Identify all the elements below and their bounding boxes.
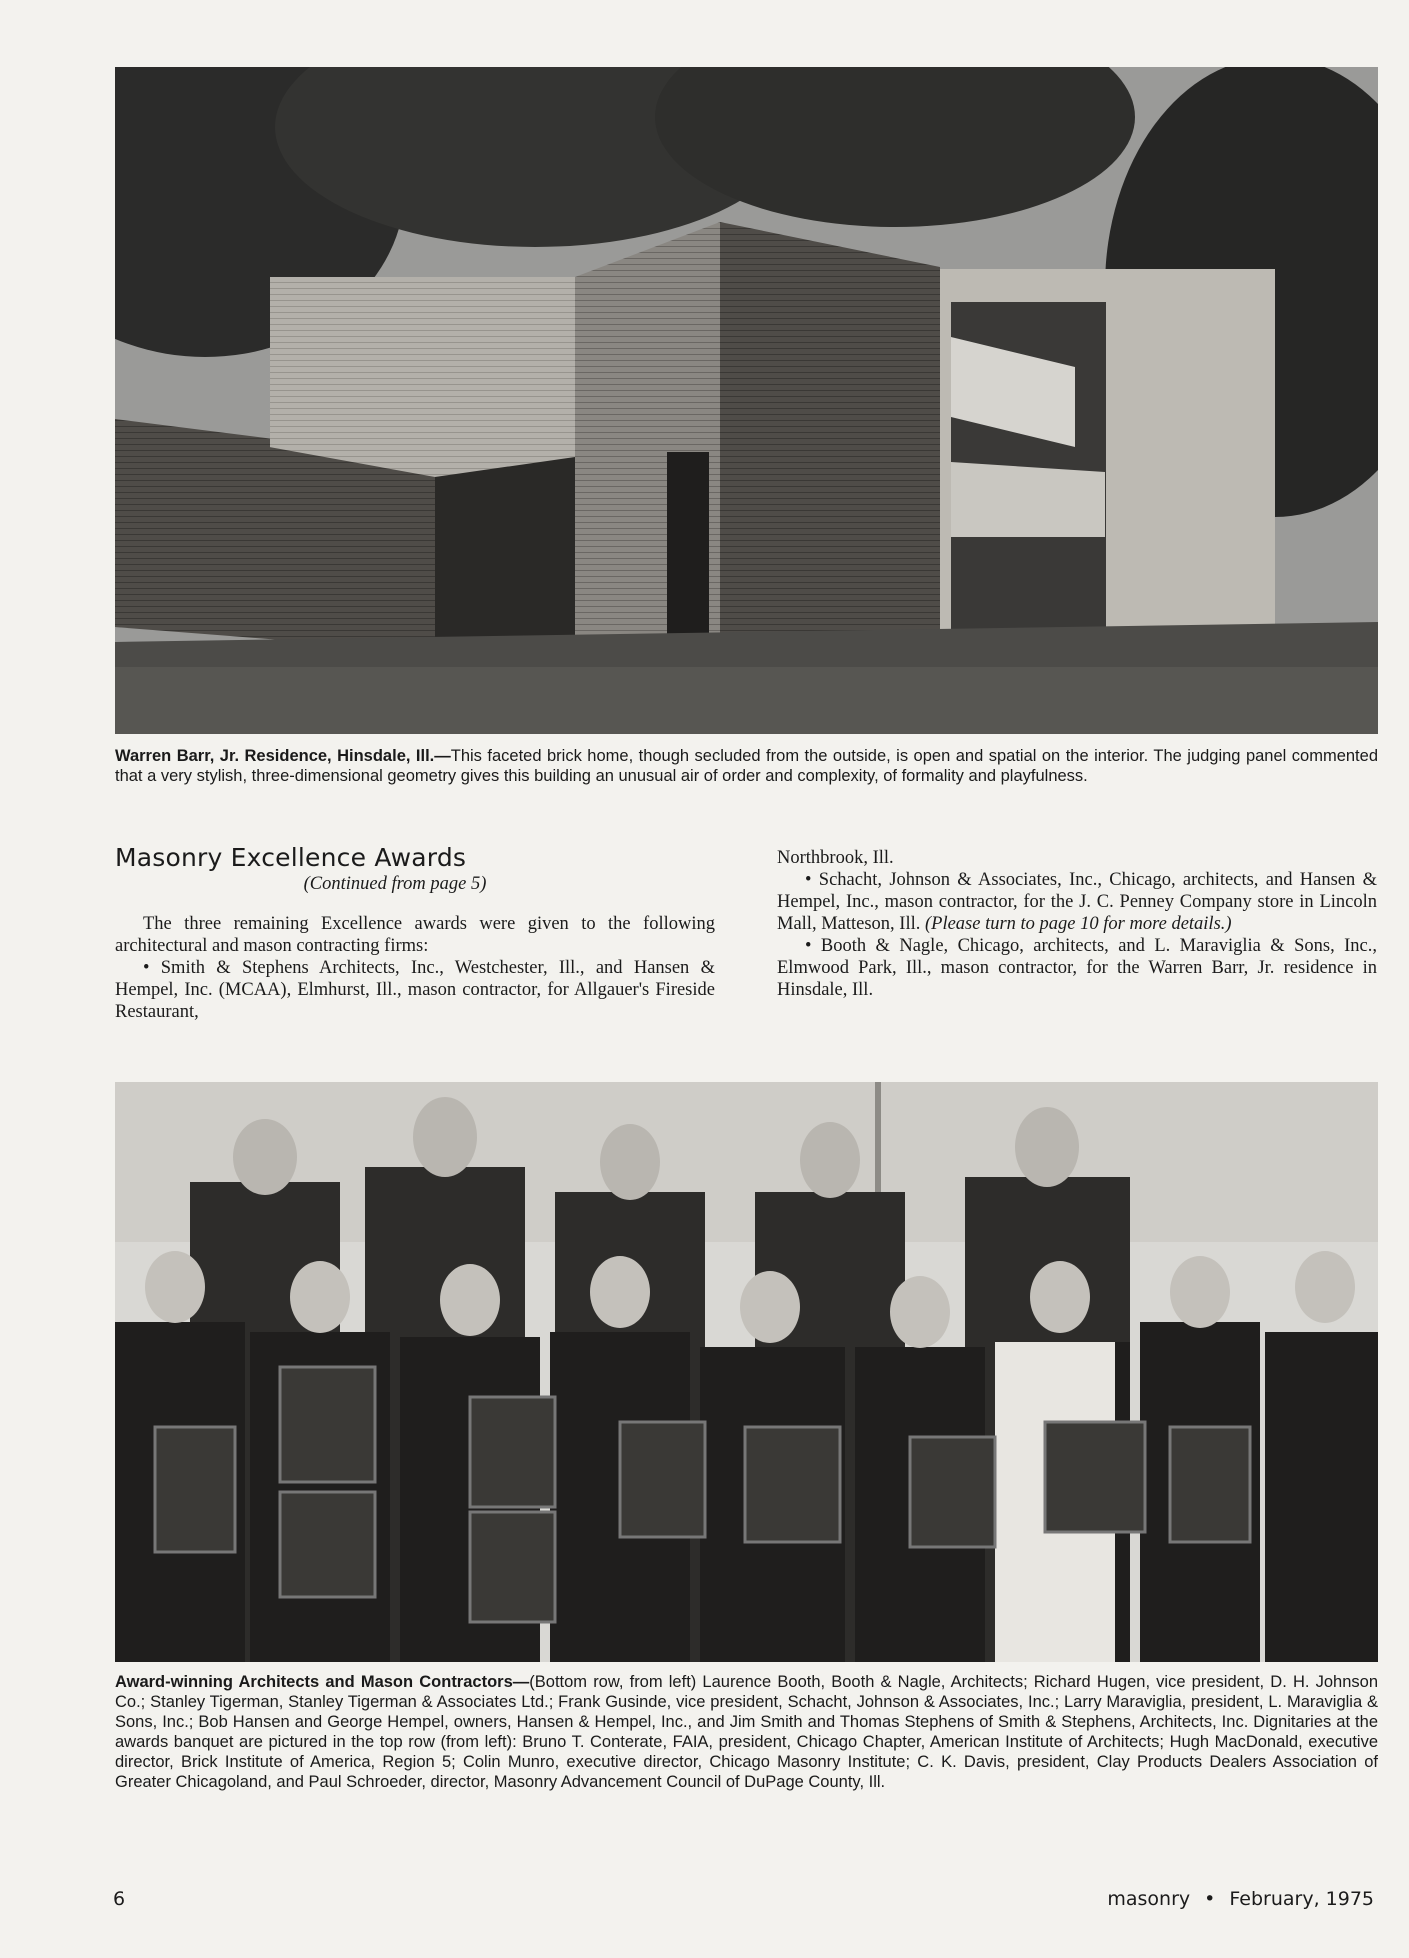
turn-to-page-note: (Please turn to page 10 for more details.) (924, 914, 1232, 934)
footer-separator: • (1204, 1888, 1216, 1910)
article-right-column (777, 847, 1377, 1001)
article-left-column (115, 843, 715, 1023)
page-number: 6 (113, 1888, 126, 1910)
award-winners-photo-graphic (115, 1082, 1378, 1662)
article-paragraph-booth-nagle: • Booth & Nagle, Chicago, architects, and L. Maraviglia & Sons, Inc., Elmwood Park, Ill., mason contractor, for the Warren Barr, Jr. residence in Hinsdale, Ill. (777, 936, 1377, 1000)
publication-name: masonry (1107, 1888, 1191, 1910)
residence-caption (115, 746, 1378, 786)
residence-caption-title: Warren Barr, Jr. Residence, Hinsdale, Ill.— (115, 747, 451, 765)
publication-footer (1107, 1888, 1374, 1910)
schacht-johnson-text: • Schacht, Johnson & Associates, Inc., Chicago, architects, and Hansen & Hempel, Inc., mason contractor, for the J. C. Penney Company store in Lincoln Mall, Matteson, Ill. (777, 870, 1377, 934)
award-winners-caption-title: Award-winning Architects and Mason Contractors— (115, 1673, 530, 1691)
article-paragraph-schacht-johnson (777, 869, 1377, 935)
issue-date: February, 1975 (1229, 1888, 1374, 1910)
residence-photo (115, 67, 1378, 734)
residence-caption-text: This faceted brick home, though secluded from the outside, is open and spatial on the interior. The judging panel commented that a very stylish, three-dimensional geometry gives this building an unusual air of order and complexity, of formality and playfulness. (115, 747, 1378, 785)
residence-photo-graphic (115, 67, 1378, 734)
article-paragraph-northbrook: Northbrook, Ill. (777, 848, 894, 868)
award-winners-caption-text: (Bottom row, from left) Laurence Booth, Booth & Nagle, Architects; Richard Hugen, vice president, D. H. Johnson Co.; Stanley Tigerman, Stanley Tigerman & Associates Ltd.; Frank Gusinde, vice president, Schacht, Johnson & Associates, Inc.; Larry Maraviglia, president, L. Maraviglia & Sons, Inc.; Bob Hansen and George Hempel, owners, Hansen & Hempel, Inc., and Jim Smith and Thomas Stephens of Smith & Stephens, Architects, Inc. Dignitaries at the awards banquet are pictured in the top row (from left): Bruno T. Conterate, FAIA, president, Chicago Chapter, American Institute of Architects; Hugh MacDonald, executive director, Brick Institute of America, Region 5; Colin Munro, executive director, Chicago Masonry Institute; C. K. Davis, president, Clay Products Dealers Association of Greater Chicagoland, and Paul Schroeder, director, Masonry Advancement Council of DuPage County, Ill. (115, 1673, 1378, 1791)
article-heading: Masonry Excellence Awards (115, 843, 467, 872)
continued-note: (Continued from page 5) (303, 874, 487, 894)
article-paragraph-smith-stephens: • Smith & Stephens Architects, Inc., Westchester, Ill., and Hansen & Hempel, Inc. (MCAA), Elmhurst, Ill., mason contractor, for Allgauer's Fireside Restaurant, (115, 958, 715, 1022)
award-winners-caption (115, 1672, 1378, 1792)
award-winners-photo (115, 1082, 1378, 1662)
article-paragraph-intro: The three remaining Excellence awards were given to the following architectural and mason contracting firms: (115, 914, 715, 956)
